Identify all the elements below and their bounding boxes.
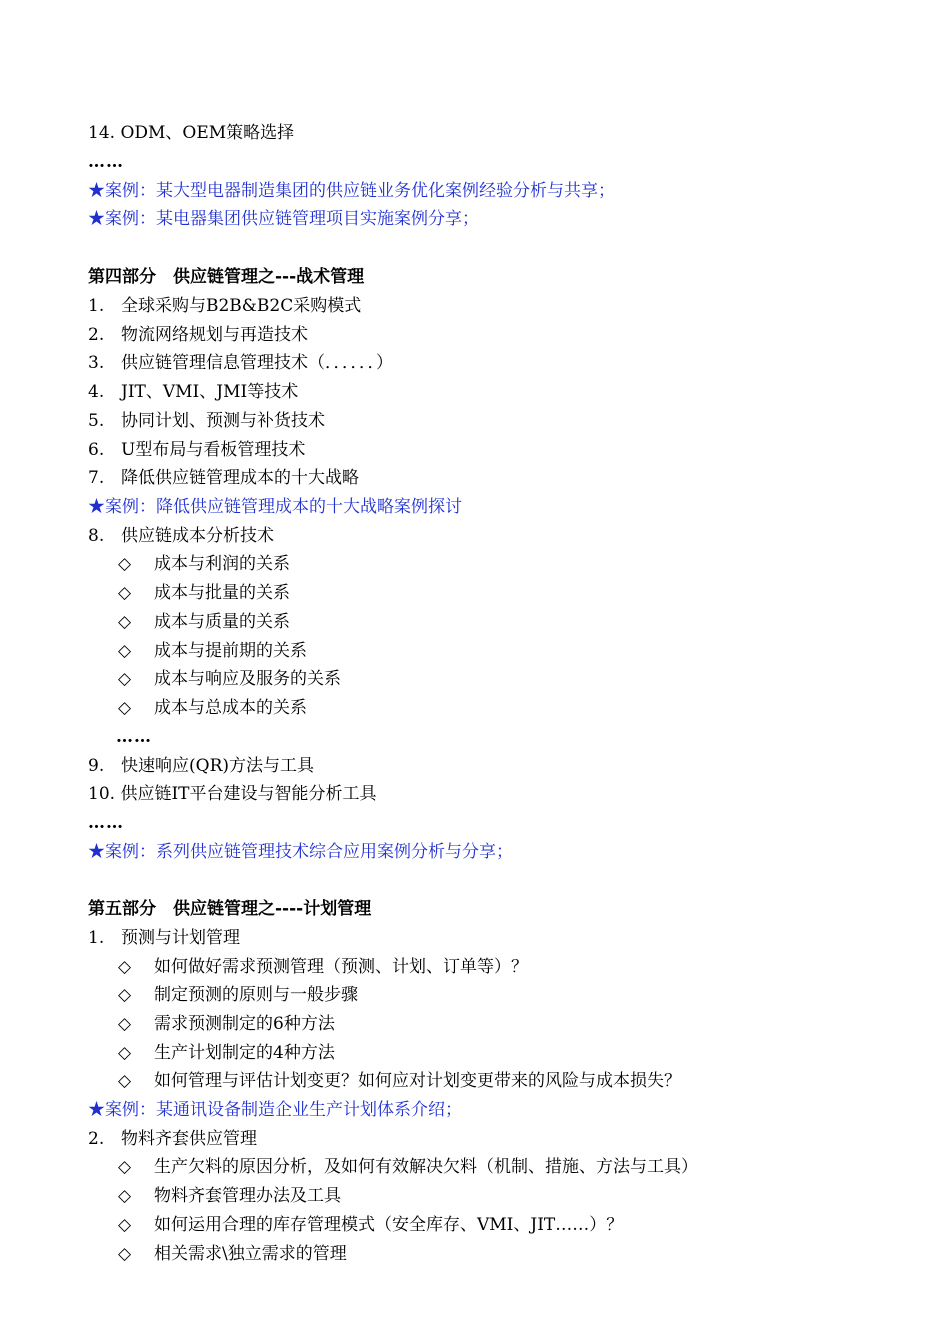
diamond-bullet-icon: ◇ <box>118 1157 132 1177</box>
case-text: ★案例：某大型电器制造集团的供应链业务优化案例经验分析与共享； <box>88 181 615 201</box>
diamond-bullet-icon: ◇ <box>118 612 132 632</box>
diamond-bullet-icon: ◇ <box>118 985 132 1005</box>
diamond-bullet-icon: ◇ <box>118 1186 132 1206</box>
case-text: ★案例：某电器集团供应链管理项目实施案例分享； <box>88 209 479 229</box>
diamond-bullet-icon: ◇ <box>118 1071 132 1091</box>
diamond-bullet-icon: ◇ <box>118 669 132 689</box>
diamond-bullet-icon: ◇ <box>118 1014 132 1034</box>
item-text: 14. ODM、OEM策略选择 <box>88 123 295 143</box>
diamond-bullet-icon: ◇ <box>118 641 132 661</box>
diamond-bullet-icon: ◇ <box>118 554 132 574</box>
diamond-bullet-icon: ◇ <box>118 957 132 977</box>
diamond-bullet-icon: ◇ <box>118 1244 132 1264</box>
diamond-bullet-icon: ◇ <box>118 583 132 603</box>
diamond-bullet-icon: ◇ <box>118 698 132 718</box>
diamond-bullet-icon: ◇ <box>118 1043 132 1063</box>
diamond-bullet-icon: ◇ <box>118 1215 132 1235</box>
